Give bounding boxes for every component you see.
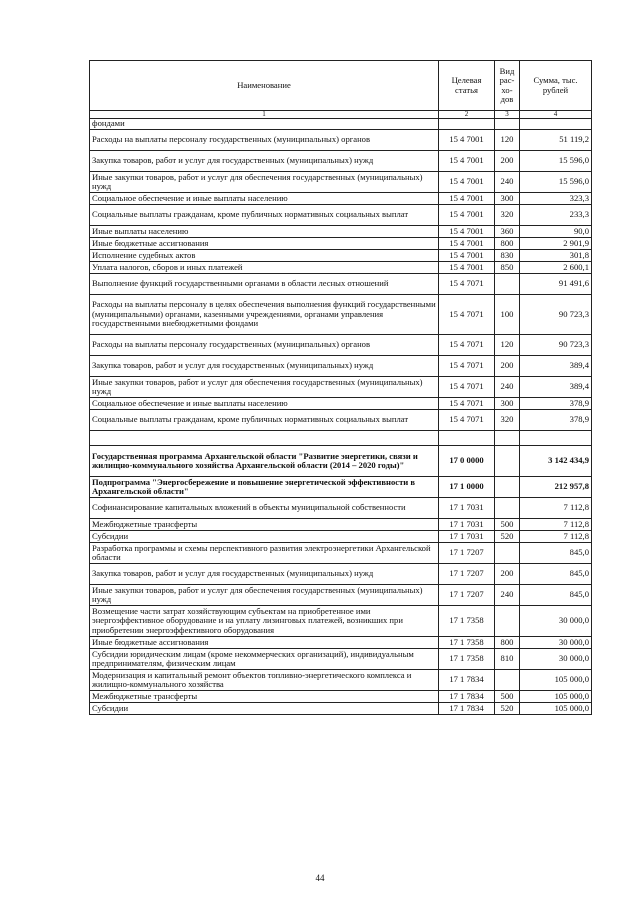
row-expense-kind: 300 [495,193,520,205]
table-row [90,377,592,398]
row-target-code: 15 4 7071 [439,377,495,398]
row-target-code: 15 4 7071 [439,335,495,356]
row-target-code [439,431,495,446]
row-expense-kind: 120 [495,130,520,151]
row-target-code: 15 4 7071 [439,295,495,335]
row-target-code: 17 0 0000 [439,446,495,477]
table-row [90,356,592,377]
table-row [90,130,592,151]
row-sum: 7 112,8 [520,498,592,519]
table-row [90,670,592,691]
table-row [90,585,592,606]
row-target-code: 17 1 7834 [439,670,495,691]
row-sum: 2 600,1 [520,262,592,274]
row-expense-kind: 300 [495,398,520,410]
table-row [90,446,592,477]
row-sum: 212 957,8 [520,477,592,498]
row-sum: 2 901,9 [520,238,592,250]
row-target-code: 15 4 7001 [439,250,495,262]
row-name: Закупка товаров, работ и услуг для государственных (муниципальных) нужд [90,356,439,377]
header-sum: Сумма, тыс. рублей [520,61,592,111]
budget-table [89,60,592,715]
row-expense-kind: 500 [495,691,520,703]
row-sum [520,431,592,446]
row-name: Уплата налогов, сборов и иных платежей [90,262,439,274]
row-name: Межбюджетные трансферты [90,691,439,703]
row-target-code: 15 4 7071 [439,356,495,377]
row-sum: 30 000,0 [520,606,592,637]
row-expense-kind [495,498,520,519]
row-target-code: 15 4 7001 [439,130,495,151]
table-row [90,335,592,356]
row-name: Государственная программа Архангельской области "Развитие энергетики, связи и жилищно-коммунального хозяйства Архангельской области (2014 – 2020 годы)" [90,446,439,477]
row-target-code: 17 1 7834 [439,691,495,703]
table-row [90,172,592,193]
row-sum: 845,0 [520,585,592,606]
row-expense-kind: 240 [495,585,520,606]
row-name: Расходы на выплаты персоналу государственных (муниципальных) органов [90,130,439,151]
row-expense-kind [495,446,520,477]
row-name: фондами [90,119,439,130]
row-sum: 301,8 [520,250,592,262]
row-sum: 90,0 [520,226,592,238]
row-name: Иные закупки товаров, работ и услуг для обеспечения государственных (муниципальных) нужд [90,172,439,193]
table-row [90,398,592,410]
table-row [90,226,592,238]
table-row [90,410,592,431]
row-expense-kind: 360 [495,226,520,238]
table-row [90,193,592,205]
header-num-4: 4 [520,111,592,119]
row-sum: 7 112,8 [520,531,592,543]
row-target-code: 15 4 7071 [439,410,495,431]
row-target-code [439,119,495,130]
row-sum: 30 000,0 [520,637,592,649]
row-sum: 3 142 434,9 [520,446,592,477]
row-expense-kind: 520 [495,531,520,543]
row-expense-kind [495,543,520,564]
row-target-code: 17 1 7031 [439,519,495,531]
row-name: Иные выплаты населению [90,226,439,238]
row-target-code: 17 1 7358 [439,606,495,637]
header-num-1: 1 [90,111,439,119]
row-sum: 845,0 [520,564,592,585]
row-target-code: 15 4 7001 [439,238,495,250]
row-target-code: 15 4 7071 [439,274,495,295]
row-name: Иные закупки товаров, работ и услуг для обеспечения государственных (муниципальных) нужд [90,377,439,398]
row-expense-kind: 320 [495,205,520,226]
table-row [90,519,592,531]
row-name [90,431,439,446]
row-sum [520,119,592,130]
row-sum: 389,4 [520,377,592,398]
row-name: Субсидии юридическим лицам (кроме некоммерческих организаций), индивидуальным предпринимателям, физическим лицам [90,649,439,670]
row-expense-kind: 120 [495,335,520,356]
row-name: Иные бюджетные ассигнования [90,637,439,649]
row-expense-kind: 240 [495,172,520,193]
header-num-3: 3 [495,111,520,119]
table-row [90,606,592,637]
table-row [90,649,592,670]
table-row [90,295,592,335]
row-expense-kind: 100 [495,295,520,335]
row-expense-kind [495,431,520,446]
budget-table-container [89,60,591,715]
table-row [90,274,592,295]
row-target-code: 17 1 7358 [439,649,495,670]
table-row [90,543,592,564]
row-name: Иные закупки товаров, работ и услуг для обеспечения государственных (муниципальных) нужд [90,585,439,606]
row-expense-kind: 830 [495,250,520,262]
row-target-code: 17 1 7207 [439,585,495,606]
table-row [90,691,592,703]
header-name: Наименование [90,61,439,111]
row-expense-kind [495,477,520,498]
row-target-code: 15 4 7001 [439,172,495,193]
row-name: Социальное обеспечение и иные выплаты населению [90,193,439,205]
row-name: Исполнение судебных актов [90,250,439,262]
row-name: Социальные выплаты гражданам, кроме публичных нормативных социальных выплат [90,205,439,226]
header-row [90,61,592,111]
row-sum: 7 112,8 [520,519,592,531]
row-name: Выполнение функций государственными органами в области лесных отношений [90,274,439,295]
row-name: Разработка программы и схемы перспективного развития электроэнергетики Архангельской области [90,543,439,564]
row-expense-kind [495,670,520,691]
table-row [90,564,592,585]
header-target: Целевая статья [439,61,495,111]
row-sum: 389,4 [520,356,592,377]
row-name: Подпрограмма "Энергосбережение и повышение энергетической эффективности в Архангельской области" [90,477,439,498]
row-expense-kind [495,119,520,130]
row-expense-kind: 200 [495,151,520,172]
row-sum: 51 119,2 [520,130,592,151]
row-expense-kind: 240 [495,377,520,398]
row-expense-kind: 500 [495,519,520,531]
row-sum: 15 596,0 [520,172,592,193]
table-row [90,637,592,649]
row-sum: 105 000,0 [520,691,592,703]
row-target-code: 17 1 7207 [439,543,495,564]
table-row [90,119,592,130]
row-expense-kind: 200 [495,564,520,585]
row-name: Социальное обеспечение и иные выплаты населению [90,398,439,410]
header-kind: Вид рас- хо- дов [495,61,520,111]
row-sum: 105 000,0 [520,670,592,691]
row-sum: 91 491,6 [520,274,592,295]
row-target-code: 17 1 7207 [439,564,495,585]
table-body [90,119,592,715]
row-expense-kind: 850 [495,262,520,274]
row-target-code: 15 4 7001 [439,262,495,274]
row-target-code: 15 4 7001 [439,205,495,226]
row-expense-kind: 810 [495,649,520,670]
row-target-code: 15 4 7001 [439,151,495,172]
row-name: Софинансирование капитальных вложений в объекты муниципальной собственности [90,498,439,519]
row-name: Межбюджетные трансферты [90,519,439,531]
row-target-code: 15 4 7001 [439,226,495,238]
row-name: Субсидии [90,531,439,543]
row-sum: 105 000,0 [520,703,592,715]
row-sum: 90 723,3 [520,295,592,335]
table-row [90,250,592,262]
row-target-code: 17 1 7031 [439,498,495,519]
row-sum: 90 723,3 [520,335,592,356]
row-name: Расходы на выплаты персоналу в целях обеспечения выполнения функций государственными (муниципальными) органами, казенными учреждениями, органами управления государственными внебюджетными фондами [90,295,439,335]
row-target-code: 17 1 7358 [439,637,495,649]
row-expense-kind [495,606,520,637]
row-sum: 30 000,0 [520,649,592,670]
row-sum: 378,9 [520,398,592,410]
table-row [90,498,592,519]
row-sum: 323,3 [520,193,592,205]
row-name: Субсидии [90,703,439,715]
row-name: Социальные выплаты гражданам, кроме публичных нормативных социальных выплат [90,410,439,431]
row-expense-kind: 200 [495,356,520,377]
row-name: Расходы на выплаты персоналу государственных (муниципальных) органов [90,335,439,356]
table-row [90,477,592,498]
table-row [90,238,592,250]
row-target-code: 17 1 0000 [439,477,495,498]
row-target-code: 15 4 7071 [439,398,495,410]
row-expense-kind: 320 [495,410,520,431]
row-name: Иные бюджетные ассигнования [90,238,439,250]
row-sum: 378,9 [520,410,592,431]
row-expense-kind: 520 [495,703,520,715]
row-sum: 233,3 [520,205,592,226]
row-expense-kind: 800 [495,637,520,649]
row-name: Закупка товаров, работ и услуг для государственных (муниципальных) нужд [90,564,439,585]
page-number: 44 [315,873,325,883]
table-row [90,703,592,715]
row-target-code: 17 1 7834 [439,703,495,715]
row-target-code: 17 1 7031 [439,531,495,543]
table-row [90,531,592,543]
header-number-row [90,111,592,119]
header-num-2: 2 [439,111,495,119]
table-row [90,262,592,274]
row-name: Модернизация и капитальный ремонт объектов топливно-энергетического комплекса и жилищно-коммунального хозяйства [90,670,439,691]
table-row [90,151,592,172]
row-name: Возмещение части затрат хозяйствующим субъектам на приобретенное ими энергоэффективное оборудование и на уплату лизинговых платежей, возникших при приобретении энергоэффективного оборудования [90,606,439,637]
row-name: Закупка товаров, работ и услуг для государственных (муниципальных) нужд [90,151,439,172]
table-row [90,431,592,446]
row-expense-kind: 800 [495,238,520,250]
row-expense-kind [495,274,520,295]
row-sum: 845,0 [520,543,592,564]
row-target-code: 15 4 7001 [439,193,495,205]
table-row [90,205,592,226]
row-sum: 15 596,0 [520,151,592,172]
